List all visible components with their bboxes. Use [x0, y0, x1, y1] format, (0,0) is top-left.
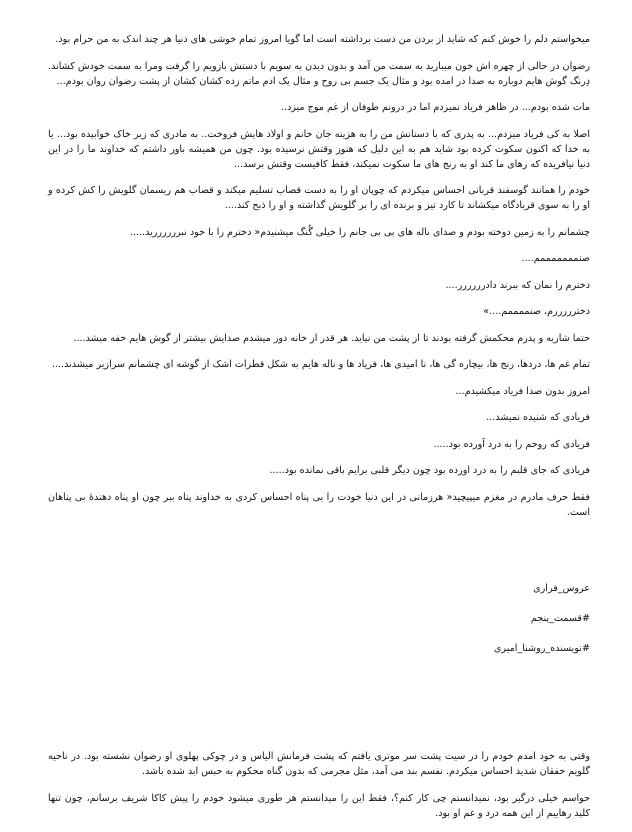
paragraph: مات شده بودم... در ظاهر فریاد نمیزدم اما در درونم طوفان از غم موج میزد.. [280, 102, 590, 113]
paragraph: حتما شاریه و پدرم محکمش گرفته بودند تا از پشت من نیاید. هر قدر از خانه دور میشدم صدایش بیشتر از گوش هایم خفه میشد.... [73, 332, 590, 344]
paragraph: خودم را همانند گوسفند قربانی احساس میکردم که چوپان او را به دست قصاب تسلیم میکند و قصاب هم ریسمان گلویش را کش کرده و او را به سوی قربادگاه میکشاند تا کارد تیز و برنده ای را بر گلویش گذاشته و او را ذبح کند.... [48, 185, 590, 211]
paragraph: فریادی که شنیده نمیشد... [486, 412, 590, 423]
paragraph: اصلا به کی فریاد میزدم... به پدری که با دستانش من را به هزینه جان خانم و اولاد هایش فروخت.. به مادری که زیر خاک خوابیده بود... یا به خدا که اکنون سکوت کرده بود شاید هم به این دلیل که هنوز وقتش نرسیده بود. چون من همیشه باور داشتم که خداوند ما را در این دنیا نیافریده که رهای ما کند او به رنج های ما سکوت نمیکند، فقط کافیست وقتش برسد... [48, 128, 590, 170]
story-title: عروس_فراری [533, 583, 590, 594]
paragraph: دخترررررم، صنممممم....» [483, 306, 590, 317]
paragraph: رضوان در حالی از چهره اش خون میبارید به سمت من آمد و بدون دیدن به سویم با دستش بازویم را گرفت ومرا به سمت خودش کشاند. دِرنگ گوش هایم دوباره به صدا در امده بود و مثال یک جسم بی روح و مثال یک ادم ماتم زده کشان کشان از پشت رضوان روان بودم... [48, 60, 590, 87]
paragraph: فقط حرف مادرم در مغزم میپیچید« هرزمانی در این دنیا خودت را بی پناه احساس کردی به خداوند پناه ببر چون او پناه دهندهٔ بی پناهان است. [48, 491, 590, 518]
paragraph: صنمممممممم.... [521, 253, 590, 264]
paragraph: حواسم خیلی درگیر بود، نمیدانستم چی کار کنم؟، فقط این را میدانستم هر طوری میشود خودم را پیش کاکا شریف برسانم، چون تنها کلید رهاییم از این همه درد و غم او بود. [48, 792, 590, 819]
paragraph: امروز بدون صدا فریاد میکشیدم... [455, 385, 590, 397]
spacer [48, 671, 590, 749]
spacer [48, 531, 590, 581]
paragraph: فریادی که جای قلبم را به درد اورده بود چون دیگر قلبی برایم باقی نمانده بود..... [269, 465, 590, 476]
document-page [48, 32, 590, 832]
author-tag: #نویسنده_روشنا_امیری [493, 643, 590, 654]
part-tag: #قسمت_پنجم [530, 613, 590, 624]
paragraph: وقتی به خود امدم خودم را در سیت پشت سر موتری یافتم که پشت فرمانش الیاس و در چوکی پهلوی او رضوان نشسته بود. در ناحیه گلویم خفقان شدید احساس میکردم. نفسم بند می آمد، مثل مجرمی که بدون گناه محکوم به حبس ابد شده باشد. [48, 751, 590, 777]
paragraph: چشمانم را به زمین دوخته بودم و صدای ناله های بی بی جانم را خیلی گُنگ میشنیدم« دخترم را با خود نبررررررید..... [129, 226, 590, 238]
paragraph: تمام غم ها، دردها، رنج ها، بیچاره گی ها، نا امیدی ها، فریاد ها و ناله هایم به شکل قطرات اشک از گوشه ای چشمانم سرازیر میشدند.... [51, 359, 590, 370]
paragraph: میخواستم دلم را خوش کنم که شاید از بردن من دست برداشته است اما گویا امروز تمام خوشی های دنیا هر چند اندک به من حرام بود. [55, 34, 590, 45]
paragraph: فریادی که روحم را به درد آورده بود..... [433, 438, 590, 450]
paragraph: دخترم را نمان که ببرند دادرررررر.... [445, 279, 590, 291]
